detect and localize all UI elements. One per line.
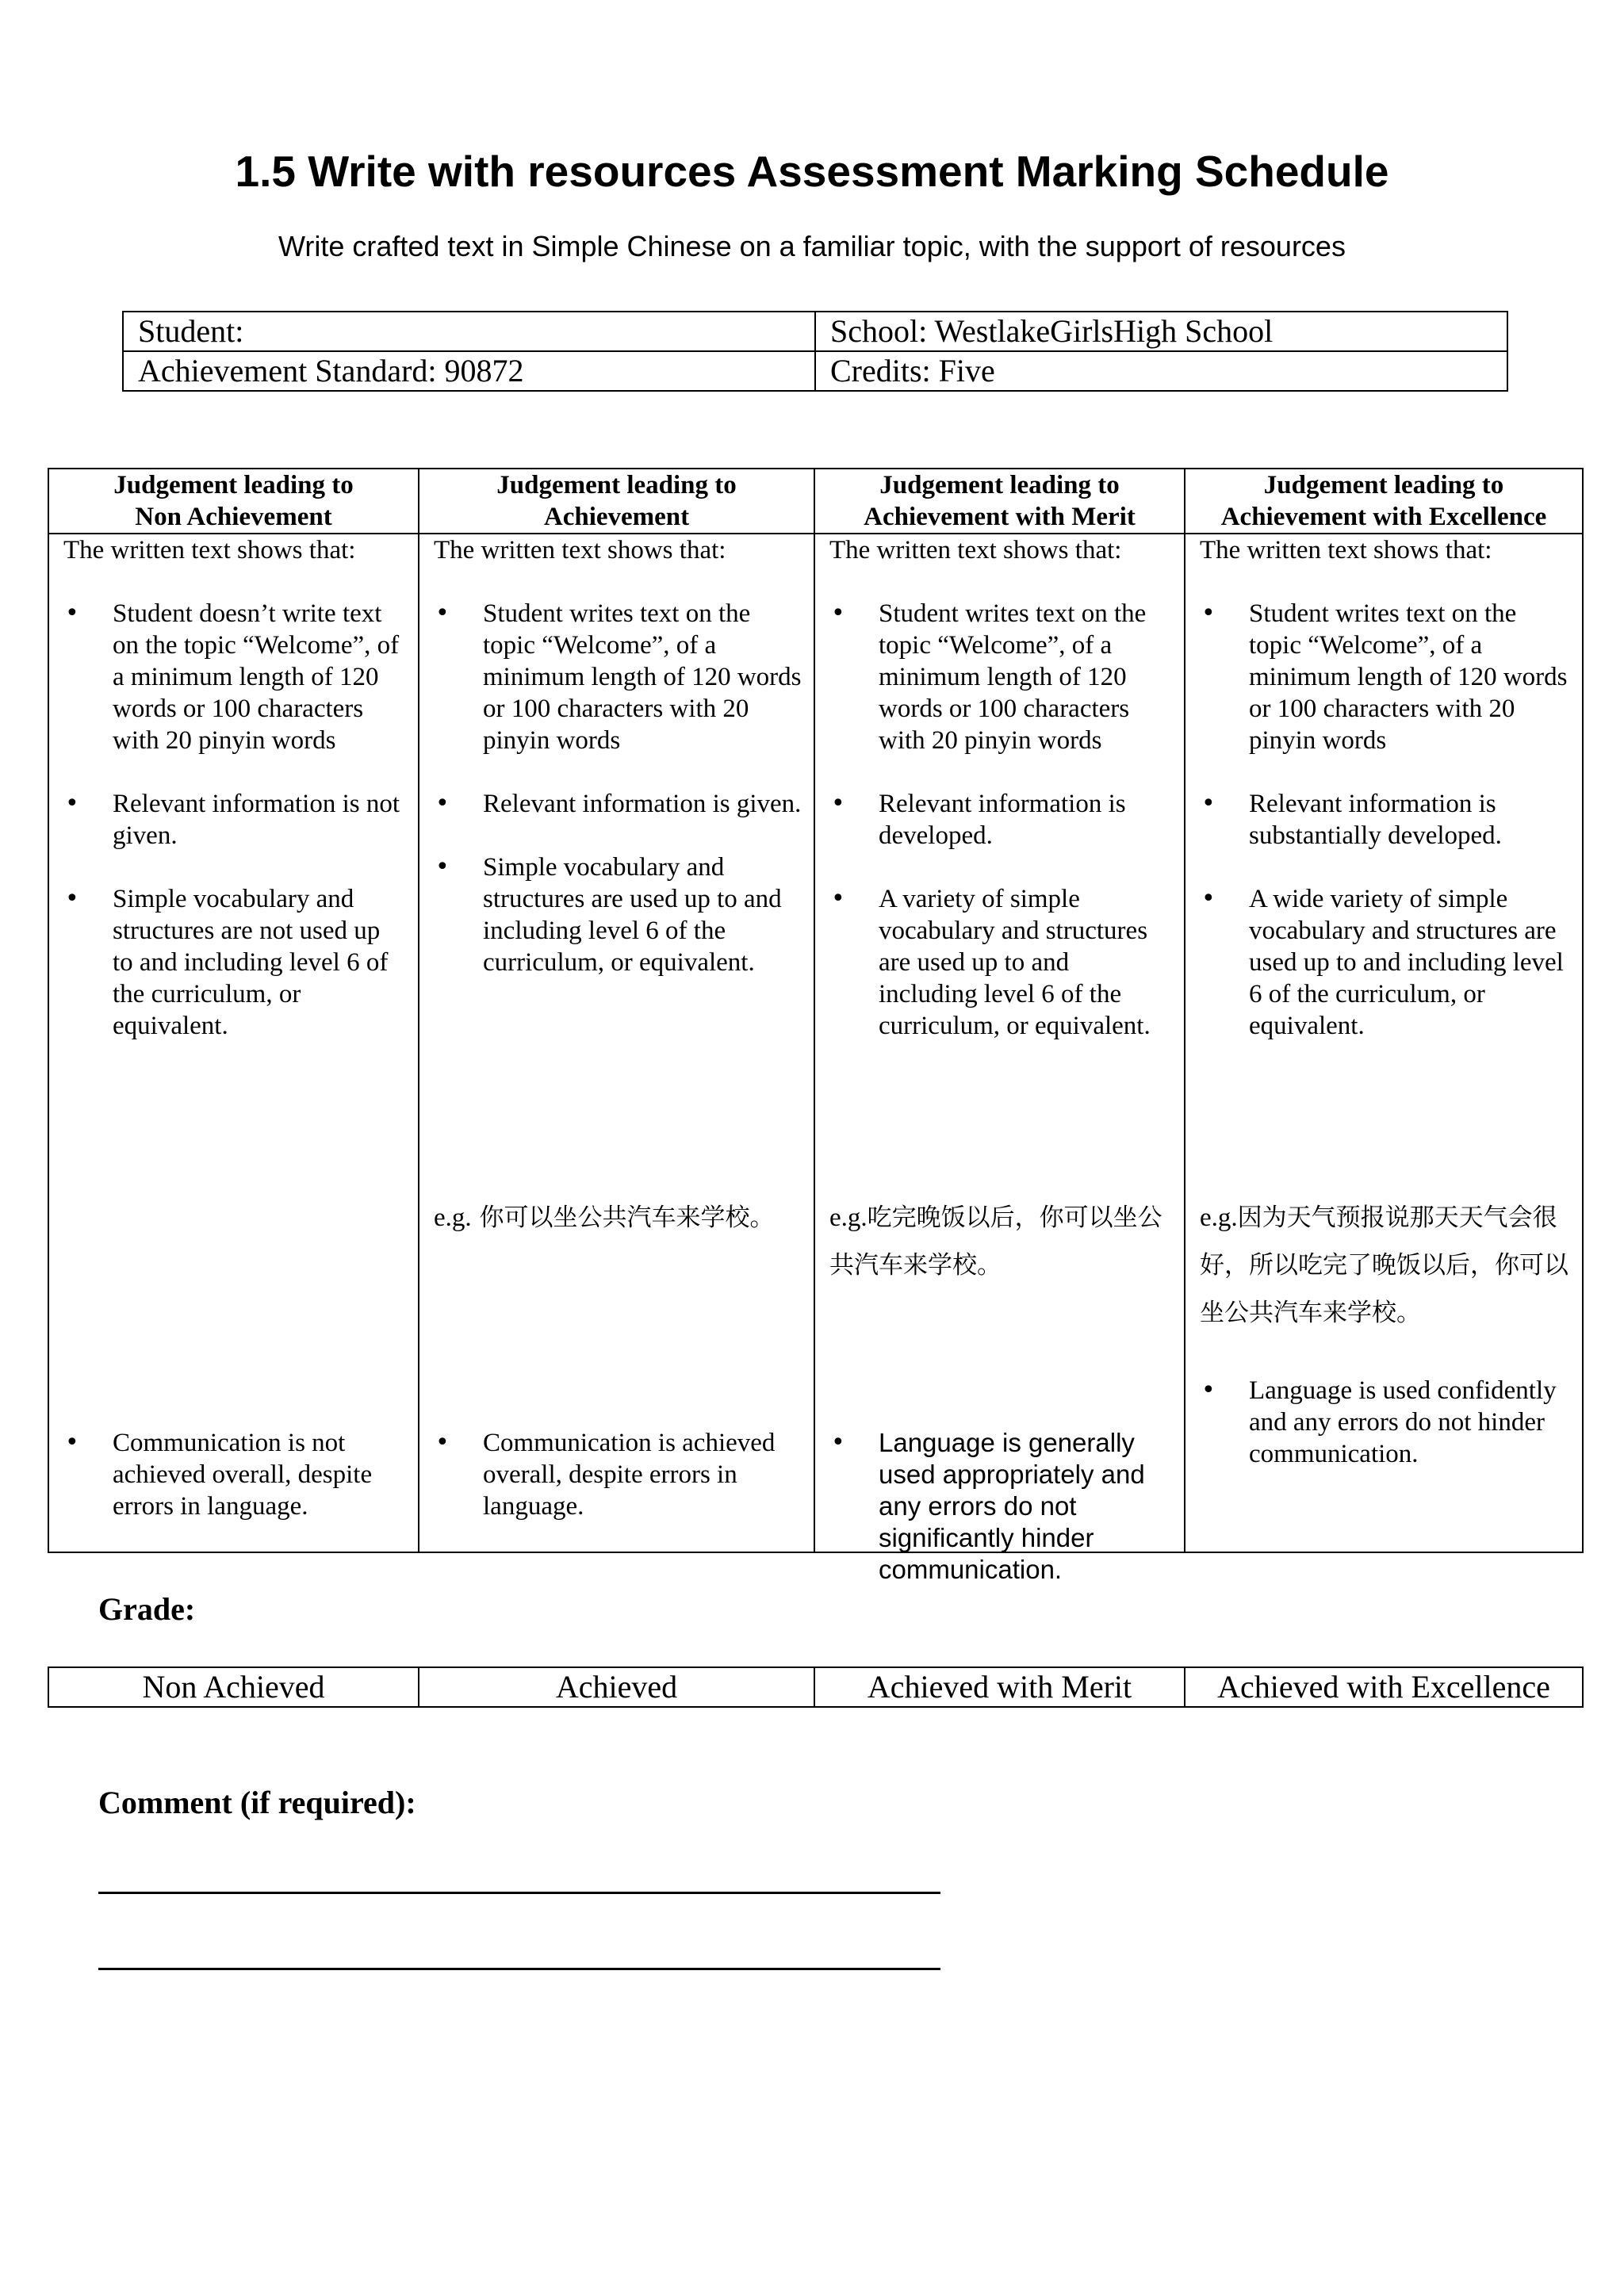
criterion-language: • Language is generally used appropriately and any errors do not significantly hinder communication. <box>829 1427 1173 1586</box>
criterion-topic: • Student writes text on the topic “Welcome”, of a minimum length of 120 words or 100 characters with 20 pinyin words <box>434 598 802 756</box>
criterion-topic: • Student writes text on the topic “Welcome”, of a minimum length of 120 words or 100 characters with 20 pinyin words <box>1200 598 1571 756</box>
criterion-information: • Relevant information is not given. <box>63 788 407 851</box>
criterion-vocabulary: • A wide variety of simple vocabulary and structures are used up to and including level 6 of the curriculum, or equivalent. <box>1200 883 1571 1042</box>
grade-option-non-achieved[interactable]: Non Achieved <box>48 1667 419 1707</box>
criterion-topic: • Student doesn’t write text on the topic “Welcome”, of a minimum length of 120 words or 100 characters with 20 pinyin words <box>63 598 407 756</box>
grade-selection-table <box>48 1667 1584 1708</box>
grade-option-merit[interactable]: Achieved with Merit <box>814 1667 1185 1707</box>
header-excellence: Judgement leading to Achievement with Excellence <box>1185 469 1583 534</box>
comment-line-1[interactable] <box>98 1892 940 1894</box>
criterion-information: • Relevant information is given. <box>434 788 802 820</box>
intro-text: The written text shows that: <box>1200 536 1492 564</box>
intro-text: The written text shows that: <box>829 536 1122 564</box>
student-info-table <box>122 311 1508 392</box>
page-title: 1.5 Write with resources Assessment Marking Schedule <box>235 147 1389 196</box>
example-sentence: e.g. 你可以坐公共汽车来学校。 <box>434 1203 775 1232</box>
intro-text: The written text shows that: <box>63 536 356 564</box>
criterion-language: • Language is used confidently and any errors do not hinder communication. <box>1200 1375 1571 1470</box>
criterion-vocabulary: • Simple vocabulary and structures are not used up to and including level 6 of the curriculum, or equivalent. <box>63 883 407 1042</box>
criteria-non-achievement <box>48 534 419 1552</box>
criterion-communication: • Communication is not achieved overall, despite errors in language. <box>63 1427 407 1522</box>
criterion-communication: • Communication is achieved overall, despite errors in language. <box>434 1427 802 1522</box>
grade-option-achieved[interactable]: Achieved <box>419 1667 814 1707</box>
intro-text: The written text shows that: <box>434 536 726 564</box>
criterion-topic: • Student writes text on the topic “Welcome”, of a minimum length of 120 words or 100 characters with 20 pinyin words <box>829 598 1173 756</box>
example-sentence: e.g.因为天气预报说那天天气会很好，所以吃完了晚饭以后，你可以坐公共汽车来学校。 <box>1200 1203 1568 1327</box>
criteria-excellence <box>1185 534 1583 1552</box>
criterion-information: • Relevant information is developed. <box>829 788 1173 851</box>
school-field: School: WestlakeGirlsHigh School <box>815 312 1507 351</box>
student-field[interactable]: Student: <box>123 312 815 351</box>
criteria-merit <box>814 534 1185 1584</box>
criterion-vocabulary: • A variety of simple vocabulary and structures are used up to and including level 6 of the curriculum, or equivalent. <box>829 883 1173 1042</box>
header-non-achievement: Judgement leading to Non Achievement <box>48 469 419 534</box>
credits-field: Credits: Five <box>815 351 1507 391</box>
standard-field: Achievement Standard: 90872 <box>123 351 815 391</box>
criteria-achievement <box>419 534 814 1552</box>
criterion-vocabulary: • Simple vocabulary and structures are used up to and including level 6 of the curriculum, or equivalent. <box>434 851 802 978</box>
criterion-information: • Relevant information is substantially developed. <box>1200 788 1571 851</box>
comment-label: Comment (if required): <box>98 1785 416 1820</box>
grade-option-excellence[interactable]: Achieved with Excellence <box>1185 1667 1583 1707</box>
header-achievement: Judgement leading to Achievement <box>419 469 814 534</box>
marking-rubric-table <box>48 468 1584 1584</box>
comment-line-2[interactable] <box>98 1968 940 1970</box>
header-merit: Judgement leading to Achievement with Merit <box>814 469 1185 534</box>
grade-label: Grade: <box>98 1591 196 1627</box>
example-sentence: e.g.吃完晚饭以后，你可以坐公共汽车来学校。 <box>829 1203 1162 1280</box>
page-subtitle: Write crafted text in Simple Chinese on a familiar topic, with the support of resources <box>278 230 1346 262</box>
